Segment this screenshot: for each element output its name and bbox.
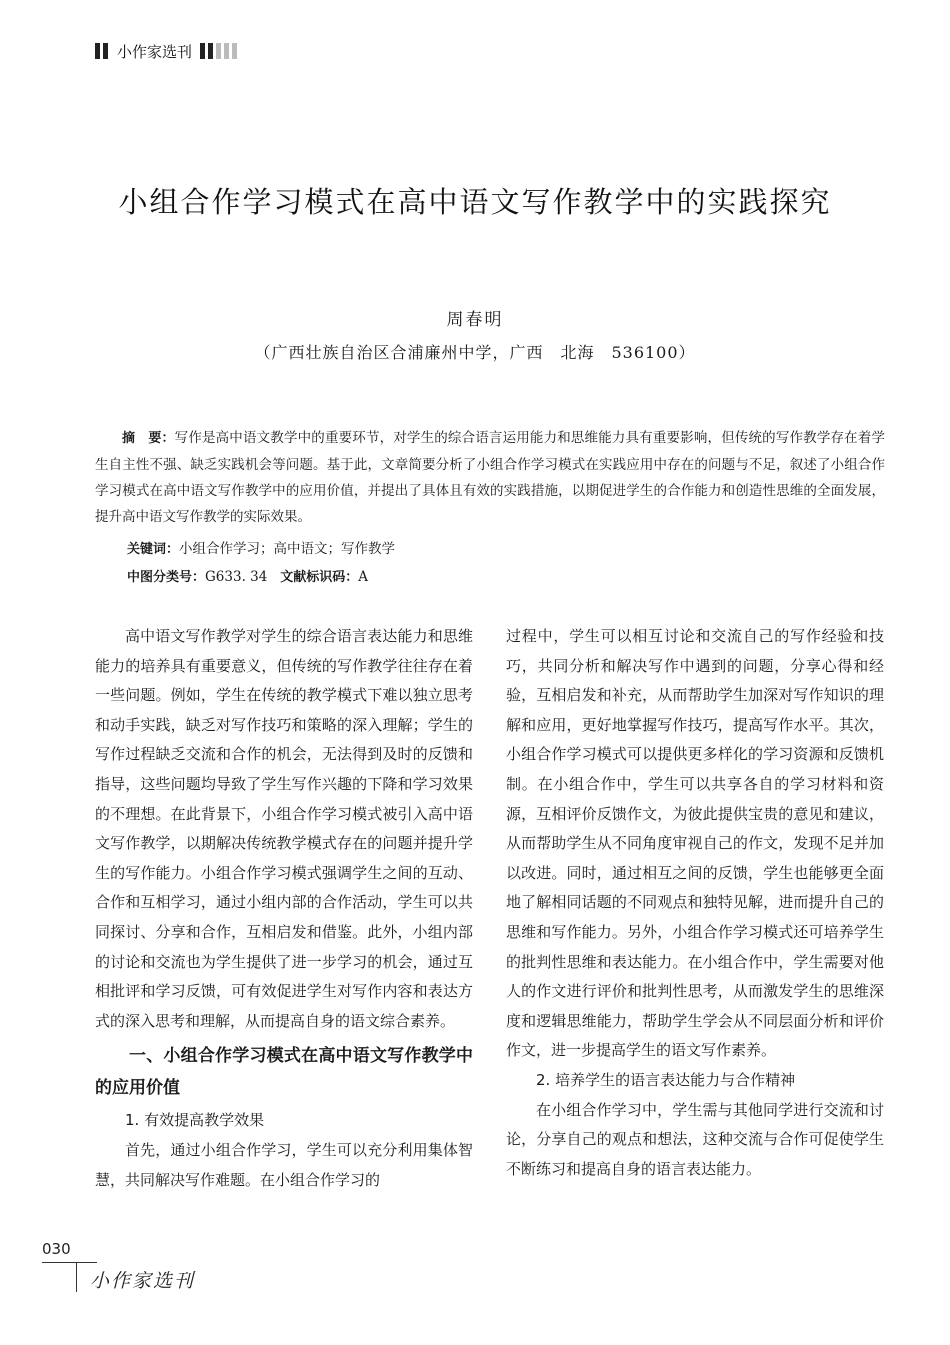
header-bar-decoration bbox=[232, 43, 237, 59]
header-bar-decoration bbox=[224, 43, 229, 59]
page-number: 030 bbox=[42, 1240, 71, 1258]
abstract-text: 写作是高中语文教学中的重要环节，对学生的综合语言运用能力和思维能力具有重要影响，但传统的写作教学存在着学生自主性不强、缺乏实践机会等问题。基于此，文章简要分析了小组合作学习模式在实践应用中存在的问题与不足，叙述了小组合作学习模式在高中语文写作教学中的应用价值，并提出了具体且有效的实践措施，以期促进学生的合作能力和创造性思维的全面发展，提升高中语文写作教学的实际效果。 bbox=[95, 430, 885, 525]
body-paragraph: 在小组合作学习中，学生需与其他同学进行交流和讨论，分享自己的观点和想法，这种交流与合作可促使学生不断练习和提高自身的语言表达能力。 bbox=[506, 1100, 884, 1178]
article-title: 小组合作学习模式在高中语文写作教学中的实践探究 bbox=[118, 185, 832, 219]
keywords-text: 小组合作学习；高中语文；写作教学 bbox=[179, 541, 396, 557]
author-affiliation: （广西壮族自治区合浦廉州中学，广西 北海 536100） bbox=[254, 343, 696, 362]
classification-label: 中图分类号： bbox=[127, 570, 206, 585]
document-code-label: 文献标识码： bbox=[280, 570, 359, 585]
classification bbox=[127, 566, 368, 585]
abstract-label: 摘 要： bbox=[122, 431, 175, 446]
keywords-label: 关键词： bbox=[127, 542, 180, 557]
intro-paragraph: 高中语文写作教学对学生的综合语言表达能力和思维能力的培养具有重要意义，但传统的写作教学往往存在着一些问题。例如，学生在传统的教学模式下难以独立思考和动手实践，缺乏对写作技巧和策略的深入理解；学生的写作过程缺乏交流和合作的机会，无法得到及时的反馈和指导，这些问题均导致了学生写作兴趣的下降和学习效果的不理想。在此背景下，小组合作学习模式被引入高中语文写作教学，以期解决传统教学模式存在的问题并提升学生的写作能力。小组合作学习模式强调学生之间的互动、合作和互相学习，通过小组内部的合作活动，学生可以共同探讨、分享和合作，互相启发和借鉴。此外，小组内部的讨论和交流也为学生提供了进一步学习的机会，通过互相批评和学习反馈，可有效促进学生对写作内容和表达方式的深入思考和理解，从而提高自身的语文综合素养。 bbox=[95, 627, 473, 1030]
footer-divider bbox=[76, 1262, 77, 1292]
journal-logo: 小作家选刊 bbox=[90, 1270, 196, 1292]
classification-value: G633. 34 bbox=[205, 569, 268, 585]
header-bar-decoration bbox=[103, 43, 108, 59]
document-code-value: A bbox=[358, 569, 368, 585]
journal-name: 小作家选刊 bbox=[117, 42, 193, 61]
author-name: 周春明 bbox=[446, 310, 504, 330]
right-column bbox=[506, 622, 884, 1184]
body-paragraph: 过程中，学生可以相互讨论和交流自己的写作经验和技巧，共同分析和解决写作中遇到的问题，分享心得和经验，互相启发和补充，从而帮助学生加深对写作知识的理解和应用，更好地掌握写作技巧，提高写作水平。其次，小组合作学习模式可以提供更多样化的学习资源和反馈机制。在小组合作中，学生可以共享各自的学习材料和资源，互相评价反馈作文，为彼此提供宝贵的意见和建议，从而帮助学生从不同角度审视自己的作文，发现不足并加以改进。同时，通过相互之间的反馈，学生也能够更全面地了解相同话题的不同观点和独特见解，进而提升自己的思维和写作能力。另外，小组合作学习模式还可培养学生的批判性思维和表达能力。在小组合作中，学生需要对他人的作文进行评价和批判性思考，从而激发学生的思维深度和逻辑思维能力，帮助学生学会从不同层面分析和评价作文，进一步提高学生的语文写作素养。 bbox=[506, 627, 884, 1060]
section-heading: 一、小组合作学习模式在高中语文写作教学中的应用价值 bbox=[95, 1046, 473, 1099]
subsection-heading: 2. 培养学生的语言表达能力与合作精神 bbox=[536, 1070, 796, 1089]
header-bar-decoration bbox=[200, 43, 205, 59]
header-bar-decoration bbox=[216, 43, 221, 59]
left-column bbox=[95, 622, 473, 1195]
footer-divider bbox=[42, 1262, 97, 1263]
abstract bbox=[95, 425, 885, 530]
keywords bbox=[127, 537, 395, 557]
header-bar-decoration bbox=[208, 43, 213, 59]
body-paragraph: 首先，通过小组合作学习，学生可以充分利用集体智慧，共同解决写作难题。在小组合作学习的 bbox=[95, 1140, 473, 1189]
running-header bbox=[95, 40, 240, 62]
header-bar-decoration bbox=[95, 43, 100, 59]
subsection-heading: 1. 有效提高教学效果 bbox=[125, 1111, 265, 1130]
